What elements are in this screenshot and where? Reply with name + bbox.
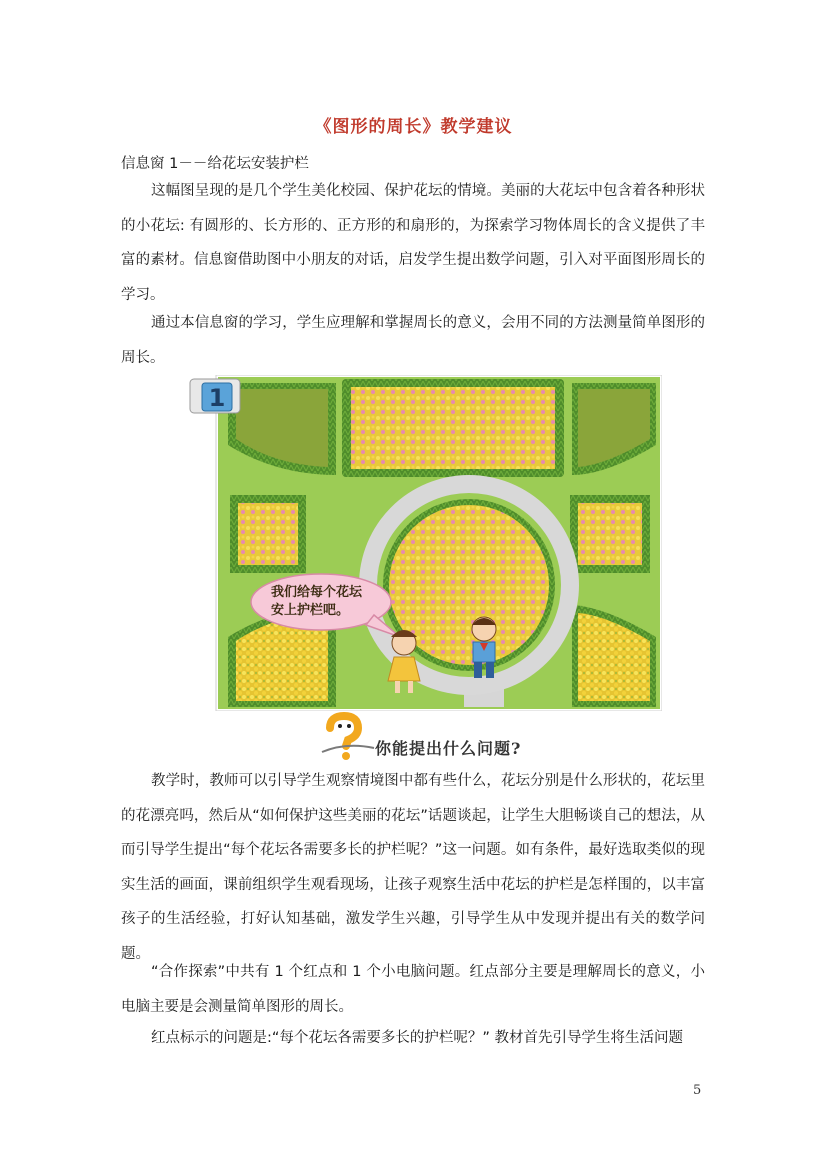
paragraph-4: “合作探索”中共有 1 个红点和 1 个小电脑问题。红点部分主要是理解周长的意义，小电脑主要是会测量简单图形的周长。 — [121, 964, 705, 1015]
speech-bubble-line-1: 我们给每个花坛 — [271, 585, 363, 600]
paragraph-3: 教学时，教师可以引导学生观察情境图中都有些什么，花坛分别是什么形状的，花坛里的花漂亮吗，然后从“如何保护这些美丽的花坛”话题谈起，让学生大胆畅谈自己的想法，从而引导学生提出“每个花坛各需要多长的护栏呢？”这一问题。如有条件，最好选取类似的现实生活的画面，课前组织学生观看现场，让孩子观察生活中花坛的护栏是怎样围的，以丰富孩子的生活经验，打好认知基础，激发学生兴趣，引导学生从中发现并提出有关的数学问题。 — [121, 773, 705, 962]
paragraph-5: 红点标示的问题是:“每个花坛各需要多长的护栏呢？” 教材首先引导学生将生活问题 — [151, 1030, 684, 1046]
question-prompt-text: 你能提出什么问题? — [375, 739, 522, 758]
section-heading: 信息窗 1－－给花坛安装护栏 — [121, 156, 309, 172]
document-title: 《图形的周长》教学建议 — [314, 117, 513, 137]
page-number: 5 — [693, 1083, 702, 1098]
paragraph-1: 这幅图呈现的是几个学生美化校园、保护花坛的情境。美丽的大花坛中包含着各种形状的小花坛: 有圆形的、长方形的、正方形的和扇形的，为探索学习物体周长的含义提供了丰富的素材。信息窗借助图中小朋友的对话，启发学生提出数学问题，引入对平面图形周长的学习。 — [121, 183, 705, 303]
garden-scene — [186, 375, 662, 711]
paragraph-2: 通过本信息窗的学习，学生应理解和掌握周长的意义，会用不同的方法测量简单图形的周长。 — [121, 315, 705, 366]
speech-bubble-line-2: 安上护栏吧。 — [271, 603, 350, 618]
question-prompt — [316, 712, 576, 762]
question-mark-icon — [316, 712, 376, 762]
flower-bed-illustration — [186, 375, 662, 711]
window-number-badge: 1 — [208, 384, 226, 412]
